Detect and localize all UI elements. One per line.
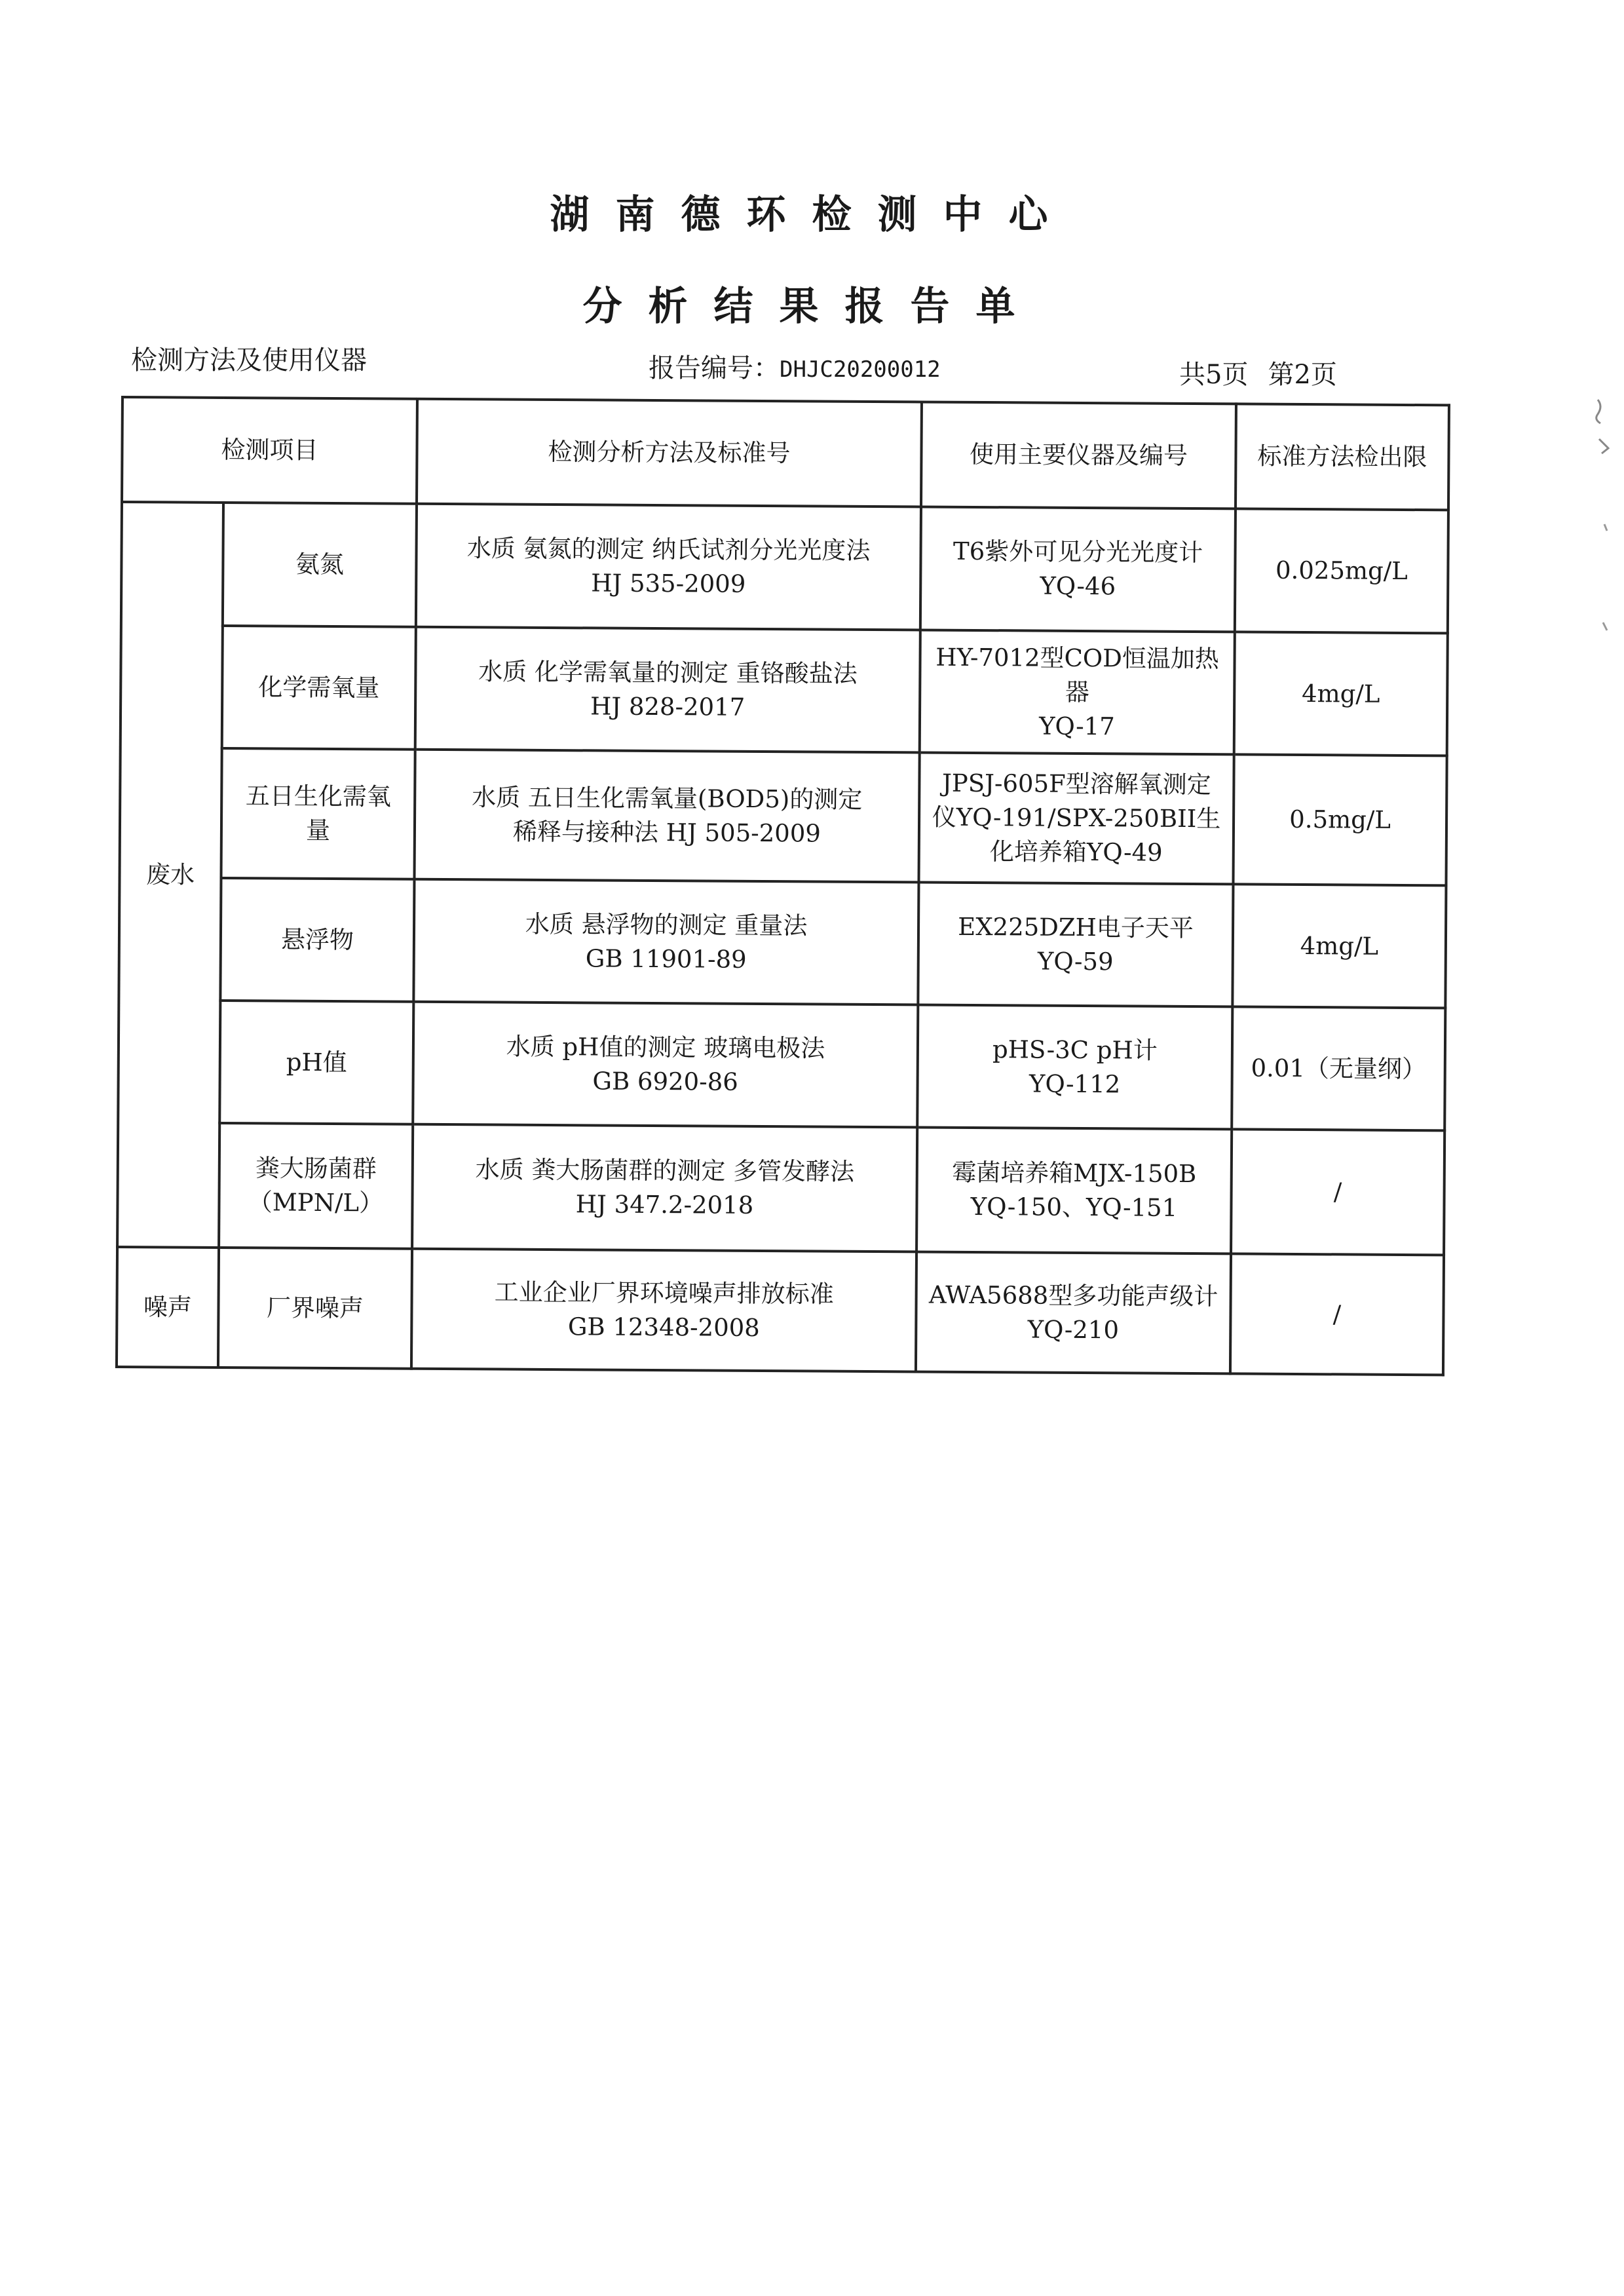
instrument-line: 化培养箱YQ-49 [989, 837, 1163, 867]
table-row [121, 625, 1448, 756]
method-line: 水质 pH值的测定 玻璃电极法 [506, 1032, 825, 1063]
doc-title: 分析结果报告单 [582, 284, 1042, 330]
item-cell [221, 748, 415, 879]
table-row [118, 1000, 1445, 1130]
org-title: 湖南德环检测中心 [550, 192, 1074, 238]
method-line: 稀释与接种法 HJ 505-2009 [512, 817, 821, 848]
instrument-cell [916, 1252, 1231, 1373]
table-header-row [122, 397, 1449, 510]
method-cell [413, 1002, 918, 1128]
instrument-line: HY-7012型COD恒温加热器 [935, 643, 1220, 706]
category-cell: 废水 [117, 502, 223, 1248]
item-cell [218, 1248, 412, 1369]
method-cell [413, 879, 918, 1005]
header-limit: 标准方法检出限 [1236, 404, 1449, 510]
instrument-cell [918, 752, 1234, 884]
report-number-value: DHJC20200012 [780, 356, 941, 383]
report-number-label: 报告编号： [649, 353, 780, 383]
method-cell [412, 1124, 917, 1252]
instrument-line: pHS-3C pH计 [992, 1035, 1158, 1065]
instrument-cell [916, 1127, 1232, 1253]
header-instrument: 使用主要仪器及编号 [921, 402, 1236, 508]
table-row [117, 1247, 1444, 1375]
item-line: 五日生化需氧 [245, 782, 391, 811]
instrument-line: YQ-17 [1038, 712, 1115, 740]
instrument-line: YQ-59 [1037, 947, 1114, 976]
instrument-line: T6紫外可见分光光度计 [953, 537, 1203, 567]
results-table-body [117, 397, 1449, 1375]
method-line: GB 12348-2008 [567, 1312, 760, 1342]
limit-cell: 0.025mg/L [1235, 508, 1448, 633]
results-table [115, 396, 1450, 1376]
page-indicator [1179, 354, 1357, 391]
scan-edge-marks [1591, 393, 1617, 655]
method-line: HJ 828-2017 [590, 691, 746, 721]
header-method: 检测分析方法及标准号 [417, 399, 922, 507]
instrument-line: AWA5688型多功能声级计 [928, 1280, 1218, 1311]
page-number: 第2页 [1268, 360, 1337, 390]
item-line: 粪大肠菌群 [255, 1154, 377, 1183]
limit-cell: 4mg/L [1234, 632, 1448, 756]
item-line: 化学需氧量 [258, 672, 380, 702]
limit-cell: / [1231, 1129, 1445, 1255]
limit-cell: 0.01（无量纲） [1232, 1006, 1445, 1130]
item-line: 量 [305, 816, 331, 845]
item-line: pH值 [286, 1048, 347, 1077]
instrument-cell [917, 1004, 1232, 1129]
header-item: 检测项目 [122, 397, 417, 504]
instrument-line: YQ-46 [1040, 571, 1116, 601]
table-row [120, 748, 1447, 885]
instrument-line: YQ-210 [1027, 1314, 1120, 1344]
instrument-cell [920, 630, 1235, 754]
method-line: 水质 五日生化需氧量(BOD5)的测定 [472, 783, 863, 814]
instrument-cell [920, 507, 1236, 632]
method-cell [411, 1249, 916, 1372]
limit-cell: 0.5mg/L [1233, 754, 1446, 885]
method-cell [416, 504, 921, 630]
method-line: 工业企业厂界环境噪声排放标准 [494, 1278, 834, 1309]
category-cell: 噪声 [117, 1247, 219, 1368]
item-line: 厂界噪声 [266, 1293, 364, 1322]
instrument-line: JPSJ-605F型溶解氧测定 [941, 769, 1211, 799]
method-line: HJ 535-2009 [591, 569, 746, 598]
method-line: 水质 悬浮物的测定 重量法 [525, 909, 808, 940]
method-cell [415, 750, 920, 883]
instrument-line: 霉菌培养箱MJX-150B [952, 1158, 1197, 1189]
limit-cell: 4mg/L [1232, 884, 1446, 1008]
total-pages: 共5页 [1179, 360, 1249, 390]
limit-cell: / [1230, 1253, 1444, 1375]
method-line: GB 6920-86 [592, 1066, 738, 1096]
instrument-line: YQ-112 [1029, 1069, 1121, 1098]
item-cell [219, 1123, 413, 1249]
instrument-cell [918, 882, 1233, 1006]
item-cell [222, 626, 416, 750]
section-label: 检测方法及使用仪器 [131, 345, 367, 375]
item-line: （MPN/L） [248, 1188, 384, 1217]
item-cell [223, 503, 417, 627]
method-line: HJ 347.2-2018 [575, 1190, 754, 1219]
item-cell [219, 1001, 413, 1124]
table-row [121, 502, 1448, 633]
method-line: 水质 氨氮的测定 纳氏试剂分光光度法 [466, 534, 871, 565]
method-line: 水质 粪大肠菌群的测定 多管发酵法 [475, 1155, 855, 1186]
table-row [119, 877, 1446, 1008]
table-row [117, 1122, 1445, 1255]
method-cell [415, 627, 920, 753]
method-line: GB 11901-89 [585, 944, 747, 974]
item-cell [220, 878, 414, 1002]
report-number [649, 347, 941, 385]
method-line: 水质 化学需氧量的测定 重铬酸盐法 [478, 657, 858, 688]
instrument-line: EX225DZH电子天平 [958, 912, 1194, 942]
item-line: 氨氮 [295, 550, 345, 579]
instrument-line: YQ-150、YQ-151 [970, 1192, 1178, 1222]
instrument-line: 仪YQ-191/SPX-250BII生 [932, 803, 1221, 833]
item-line: 悬浮物 [280, 925, 354, 954]
